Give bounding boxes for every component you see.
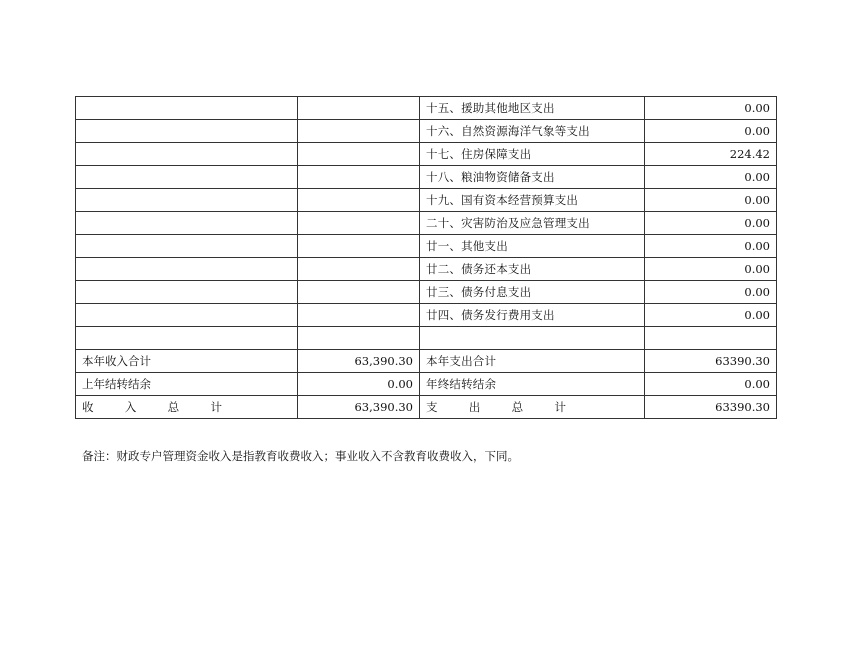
- income-item-cell: 上年结转结余: [76, 373, 298, 396]
- table-row: [76, 350, 777, 373]
- expense-item-cell: 十七、住房保障支出: [420, 143, 645, 166]
- table-row: [76, 97, 777, 120]
- income-amount-cell: [298, 304, 420, 327]
- expense-item-cell: 廿二、债务还本支出: [420, 258, 645, 281]
- income-amount-cell: [298, 327, 420, 350]
- expense-item-cell: 十九、国有资本经营预算支出: [420, 189, 645, 212]
- expense-amount-cell: 0.00: [645, 281, 777, 304]
- income-amount-cell: [298, 166, 420, 189]
- table-row-grand-total: [76, 396, 777, 419]
- expense-amount-cell: 0.00: [645, 258, 777, 281]
- footnote: 备注：财政专户管理资金收入是指教育收费收入；事业收入不含教育收费收入，下同。: [82, 449, 519, 463]
- label-char: 入: [124, 400, 137, 414]
- expense-item-cell: 廿一、其他支出: [420, 235, 645, 258]
- expense-item-cell: 十六、自然资源海洋气象等支出: [420, 120, 645, 143]
- income-item-cell: [76, 166, 298, 189]
- expense-item-cell: 十五、援助其他地区支出: [420, 97, 645, 120]
- income-amount-cell: [298, 97, 420, 120]
- table-row: [76, 212, 777, 235]
- budget-table: [75, 96, 777, 419]
- expense-item-cell: 十八、粮油物资储备支出: [420, 166, 645, 189]
- table-row: [76, 304, 777, 327]
- label-char: 收: [82, 400, 94, 414]
- income-item-cell: [76, 189, 298, 212]
- income-amount-cell: [298, 281, 420, 304]
- expense-item-cell: 廿四、债务发行费用支出: [420, 304, 645, 327]
- income-amount-cell: [298, 258, 420, 281]
- table-row: [76, 327, 777, 350]
- income-item-cell: [76, 235, 298, 258]
- label-char: 出: [468, 400, 481, 414]
- expense-total-label-cell: [420, 396, 645, 419]
- income-amount-cell: [298, 235, 420, 258]
- expense-amount-cell: 0.00: [645, 97, 777, 120]
- expense-amount-cell: [645, 327, 777, 350]
- table-row: [76, 189, 777, 212]
- income-total-label-cell: [76, 396, 298, 419]
- expense-item-cell: 二十、灾害防治及应急管理支出: [420, 212, 645, 235]
- label-char: 总: [167, 400, 180, 414]
- table-row: [76, 143, 777, 166]
- income-amount-cell: [298, 212, 420, 235]
- table-row: [76, 373, 777, 396]
- expense-amount-cell: 0.00: [645, 304, 777, 327]
- expense-amount-cell: 0.00: [645, 235, 777, 258]
- table-row: [76, 258, 777, 281]
- income-item-cell: [76, 143, 298, 166]
- income-amount-cell: [298, 143, 420, 166]
- expense-amount-cell: 0.00: [645, 212, 777, 235]
- budget-table-body: [76, 97, 777, 419]
- income-item-cell: [76, 120, 298, 143]
- table-row: [76, 120, 777, 143]
- income-item-cell: [76, 97, 298, 120]
- label-char: 总: [511, 400, 524, 414]
- expense-item-cell: 廿三、债务付息支出: [420, 281, 645, 304]
- income-amount-cell: 0.00: [298, 373, 420, 396]
- income-amount-cell: 63,390.30: [298, 350, 420, 373]
- income-amount-cell: [298, 120, 420, 143]
- label-char: 计: [210, 400, 222, 414]
- expense-item-cell: [420, 327, 645, 350]
- income-item-cell: [76, 258, 298, 281]
- label-char: 支: [426, 400, 438, 414]
- income-item-cell: [76, 304, 298, 327]
- table-row: [76, 281, 777, 304]
- income-amount-cell: [298, 189, 420, 212]
- expense-item-cell: 年终结转结余: [420, 373, 645, 396]
- table-row: [76, 166, 777, 189]
- expense-amount-cell: 0.00: [645, 189, 777, 212]
- table-row: [76, 235, 777, 258]
- expense-amount-cell: 0.00: [645, 120, 777, 143]
- income-item-cell: [76, 327, 298, 350]
- income-total-label: [82, 399, 222, 415]
- expense-item-cell: 本年支出合计: [420, 350, 645, 373]
- expense-total-label: [426, 399, 566, 415]
- income-total-value: 63,390.30: [298, 396, 420, 419]
- expense-amount-cell: 224.42: [645, 143, 777, 166]
- income-item-cell: [76, 212, 298, 235]
- income-item-cell: 本年收入合计: [76, 350, 298, 373]
- income-item-cell: [76, 281, 298, 304]
- expense-amount-cell: 0.00: [645, 166, 777, 189]
- expense-amount-cell: 0.00: [645, 373, 777, 396]
- expense-amount-cell: 63390.30: [645, 350, 777, 373]
- label-char: 计: [554, 400, 566, 414]
- expense-total-value: 63390.30: [645, 396, 777, 419]
